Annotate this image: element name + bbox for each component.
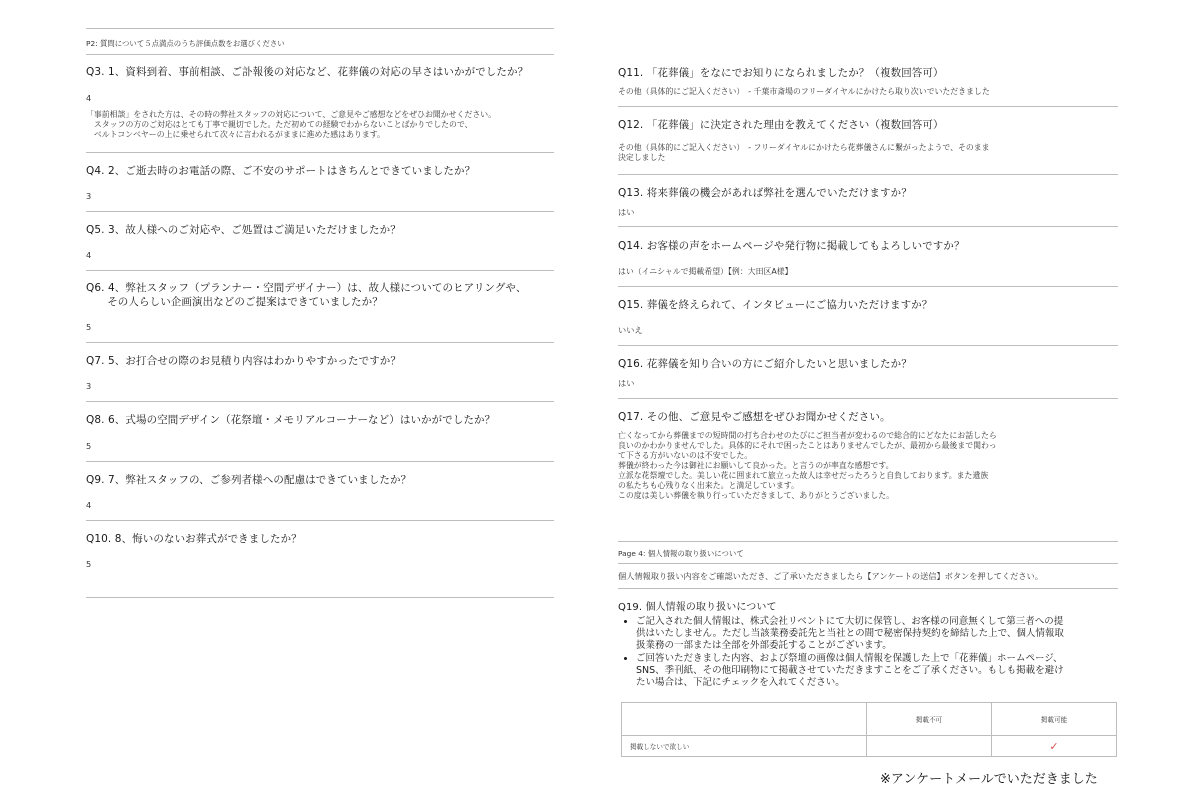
answer-q15: いいえ xyxy=(618,325,643,335)
answer-q8: 5 xyxy=(86,441,92,451)
question-q17: Q17. その他、ご意見やご感想をぜひお聞かせください。 xyxy=(618,411,891,423)
question-q16: Q16. 花葬儀を知り合いの方にご紹介したいと思いましたか？ xyxy=(618,358,912,370)
divider xyxy=(618,106,1118,107)
divider xyxy=(86,270,554,271)
table-corner-cell xyxy=(622,703,867,736)
page4-instruction: 個人情報取り扱い内容をご確認いただき、ご了承いただきましたら【アンケートの送信】ボタンを押してください。 xyxy=(618,571,1043,581)
divider xyxy=(86,28,554,29)
question-q13: Q13. 将来葬儀の機会があれば弊社を選んでいただけますか？ xyxy=(618,187,912,199)
question-q8: Q8. 6、式場の空間デザイン（花祭壇・メモリアルコーナーなど）はいかがでしたか？ xyxy=(86,414,496,426)
divider xyxy=(86,520,554,521)
cell-not-allowed[interactable] xyxy=(866,736,991,757)
answer-q10: 5 xyxy=(86,559,92,569)
question-q19: Q19. 個人情報の取り扱いについて xyxy=(618,602,777,613)
question-q11: Q11. 「花葬儀」をなにでお知りになられましたか？（複数回答可） xyxy=(618,67,944,79)
answer-q4: 3 xyxy=(86,191,92,201)
divider xyxy=(86,461,554,462)
cell-allowed[interactable] xyxy=(991,736,1116,757)
footnote: ※アンケートメールでいただきました xyxy=(880,772,1098,787)
divider xyxy=(618,174,1118,175)
privacy-bullets xyxy=(620,616,1106,690)
comment-q3: 「事前相談」をされた方は、その時の弊社スタッフの対応について、ご意見やご感想などをぜひお聞かせください。 スタッフの方のご対応はとても丁寧で親切でした。ただ初めての経験でわからないことばかりでしたので、 ベルトコンベヤーの上に乗せられて次々に言われるがままに進めた感はあります。 xyxy=(86,110,497,139)
answer-q14: はい（イニシャルで掲載希望）【例：大田区A様】 xyxy=(618,267,793,276)
privacy-bullet: • ご記入された個人情報は、株式会社リベントにて大切に保管し、お客様の同意無くして第三者への提 供はいたしません。ただし当該業務委託先と当社との間で秘密保持契約を締結した上で、個人情報取 扱業務の一部または全部を外部委託することがございます。 xyxy=(636,616,1106,652)
question-q12: Q12. 「花葬儀」に決定された理由を教えてください（複数回答可） xyxy=(618,119,944,131)
question-q7: Q7. 5、お打合せの際のお見積り内容はわかりやすかったですか？ xyxy=(86,355,401,367)
page4-header: Page 4: 個人情報の取り扱いについて xyxy=(618,549,744,558)
consent-table xyxy=(621,702,1117,757)
answer-q13: はい xyxy=(618,207,635,217)
divider xyxy=(86,597,554,598)
divider xyxy=(86,54,554,55)
answer-q9: 4 xyxy=(86,500,92,510)
question-q6: Q6. 4、弊社スタッフ（プランナー・空間デザイナー）は、故人様についてのヒアリングや、 その人らしい企画演出などのご提案はできていましたか？ xyxy=(86,282,527,308)
answer-q17: 亡くなってから葬儀までの短時間の打ち合わせのたびにご担当者が変わるので総合的にどなたにお話したら 良いのかわかりませんでした。具体的にそれで困ったことはありませんでしたが、最初から最後まで関わっ て下さる方がいないのは不安でした。 葬儀が終わった今は御社にお願いして良かった。と言うのが率直な感想です。 立派な花祭壇でした。美しい花に囲まれて旅立った故人は幸せだったろうと自負しております。また遺族 の私たちも心残りなく出来た。と満足しています。 この度は美しい葬儀を執り行っていただきまして、ありがとうございました。 xyxy=(618,431,997,500)
question-q15: Q15. 葬儀を終えられて、インタビューにご協力いただけますか？ xyxy=(618,299,933,311)
divider xyxy=(618,286,1118,287)
divider xyxy=(618,398,1118,399)
question-q3: Q3. 1、資料到着、事前相談、ご訃報後の対応など、花葬儀の対応の早さはいかがでしたか？ xyxy=(86,66,529,78)
question-q10: Q10. 8、悔いのないお葬式ができましたか？ xyxy=(86,533,302,545)
question-q4: Q4. 2、ご逝去時のお電話の際、ご不安のサポートはきちんとできていましたか？ xyxy=(86,165,476,177)
divider xyxy=(618,345,1118,346)
divider xyxy=(618,563,1118,564)
divider xyxy=(86,211,554,212)
col-header-not-allowed: 掲載不可 xyxy=(866,703,991,736)
answer-q5: 4 xyxy=(86,250,92,260)
divider xyxy=(618,226,1118,227)
divider xyxy=(618,588,1118,589)
check-icon: ✓ xyxy=(1049,739,1059,753)
answer-q7: 3 xyxy=(86,381,92,391)
question-q14: Q14. お客様の声をホームページや発行物に掲載してもよろしいですか？ xyxy=(618,240,965,252)
divider xyxy=(86,401,554,402)
row-label: 掲載しないで欲しい xyxy=(622,736,867,757)
answer-q12: その他（具体的にご記入ください） - フリーダイヤルにかけたら花葬儀さんに繋がったようで、そのまま 決定しました xyxy=(618,143,990,162)
answer-q11: その他（具体的にご記入ください） - 千葉市斎場のフリーダイヤルにかけたら取り次いでいただきました xyxy=(618,87,990,96)
privacy-bullet: • ご回答いただきました内容、および祭壇の画像は個人情報を保護した上で「花葬儀」ホームページ、 SNS、季刊紙、その他印刷物にて掲載させていただきますことをご了承ください。もしも掲載を避け たい場合は、下記にチェックを入れてください。 xyxy=(636,653,1106,689)
question-q9: Q9. 7、弊社スタッフの、ご参列者様への配慮はできていましたか？ xyxy=(86,474,412,486)
answer-q3: 4 xyxy=(86,93,92,103)
answer-q6: 5 xyxy=(86,322,92,332)
divider xyxy=(86,342,554,343)
divider xyxy=(618,541,1118,542)
divider xyxy=(86,152,554,153)
answer-q16: はい xyxy=(618,378,635,388)
page-header: P2: 質問について５点満点のうち評価点数をお選びください xyxy=(86,39,285,48)
col-header-allowed: 掲載可能 xyxy=(991,703,1116,736)
question-q5: Q5. 3、故人様へのご対応や、ご処置はご満足いただけましたか？ xyxy=(86,224,401,236)
